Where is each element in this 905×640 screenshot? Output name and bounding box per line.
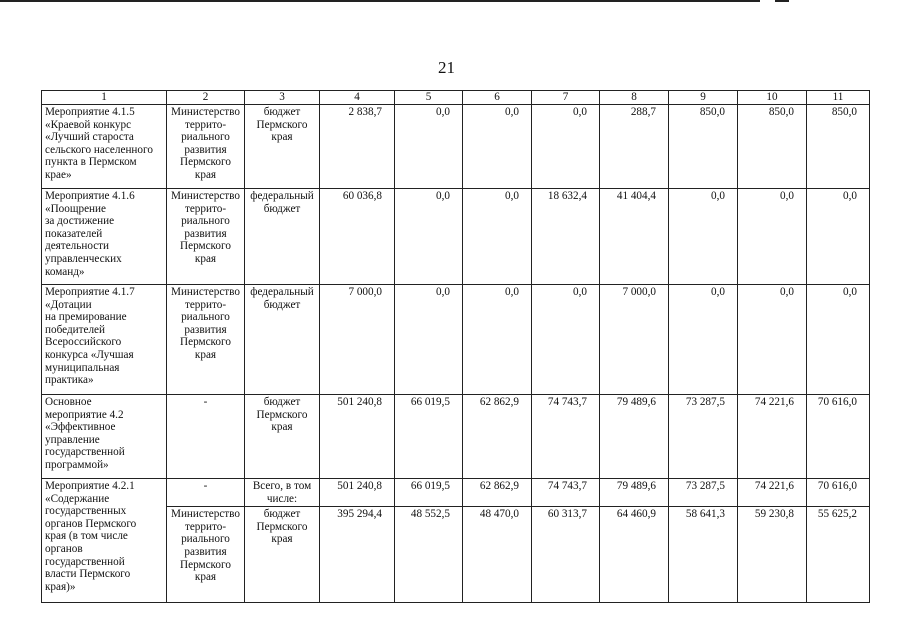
executor-cell: - (167, 479, 245, 507)
column-number: 2 (167, 91, 245, 105)
activity-name-cell: Мероприятие 4.2.1 «Содержание государственных органов Пермского края (в том числе органов государственной власти Пермского края)» (42, 479, 167, 603)
value-cell: 501 240,8 (320, 479, 395, 507)
value-cell: 850,0 (807, 105, 870, 189)
column-number: 1 (42, 91, 167, 105)
value-cell: 501 240,8 (320, 395, 395, 479)
value-cell: 0,0 (669, 285, 738, 395)
value-cell: 74 743,7 (532, 395, 600, 479)
table-row (42, 285, 870, 395)
value-cell: 0,0 (807, 189, 870, 285)
executor-cell: - (167, 395, 245, 479)
value-cell: 73 287,5 (669, 479, 738, 507)
value-cell: 0,0 (738, 285, 807, 395)
executor-cell: Министерство террито- риального развития Пермского края (167, 189, 245, 285)
funding-source-cell: федеральный бюджет (245, 285, 320, 395)
value-cell: 74 221,6 (738, 395, 807, 479)
value-cell: 288,7 (600, 105, 669, 189)
value-cell: 395 294,4 (320, 507, 395, 603)
value-cell: 0,0 (463, 285, 532, 395)
value-cell: 62 862,9 (463, 395, 532, 479)
top-border-line (0, 0, 760, 2)
column-number: 3 (245, 91, 320, 105)
value-cell: 74 221,6 (738, 479, 807, 507)
column-number: 8 (600, 91, 669, 105)
column-number: 7 (532, 91, 600, 105)
value-cell: 66 019,5 (395, 479, 463, 507)
value-cell: 0,0 (395, 285, 463, 395)
executor-cell: Министерство террито- риального развития Пермского края (167, 507, 245, 603)
value-cell: 0,0 (395, 189, 463, 285)
table-row (42, 395, 870, 479)
table-row (42, 479, 870, 507)
value-cell: 0,0 (532, 105, 600, 189)
value-cell: 59 230,8 (738, 507, 807, 603)
value-cell: 74 743,7 (532, 479, 600, 507)
value-cell: 0,0 (532, 285, 600, 395)
budget-table (41, 90, 870, 603)
activity-name-cell: Мероприятие 4.1.5 «Краевой конкурс «Лучший староста сельского населенного пункта в Пермском крае» (42, 105, 167, 189)
value-cell: 73 287,5 (669, 395, 738, 479)
value-cell: 62 862,9 (463, 479, 532, 507)
column-number: 10 (738, 91, 807, 105)
column-number: 11 (807, 91, 870, 105)
value-cell: 58 641,3 (669, 507, 738, 603)
value-cell: 0,0 (738, 189, 807, 285)
value-cell: 0,0 (395, 105, 463, 189)
value-cell: 55 625,2 (807, 507, 870, 603)
value-cell: 70 616,0 (807, 395, 870, 479)
funding-source-cell: федеральный бюджет (245, 189, 320, 285)
top-border-line-fragment (775, 0, 789, 2)
value-cell: 79 489,6 (600, 395, 669, 479)
value-cell: 0,0 (463, 189, 532, 285)
value-cell: 60 036,8 (320, 189, 395, 285)
value-cell: 48 552,5 (395, 507, 463, 603)
funding-source-cell: бюджет Пермского края (245, 395, 320, 479)
column-number: 4 (320, 91, 395, 105)
funding-source-cell: бюджет Пермского края (245, 105, 320, 189)
value-cell: 60 313,7 (532, 507, 600, 603)
executor-cell: Министерство террито- риального развития Пермского края (167, 105, 245, 189)
table-row (42, 189, 870, 285)
value-cell: 48 470,0 (463, 507, 532, 603)
funding-source-cell: Всего, в том числе: (245, 479, 320, 507)
value-cell: 0,0 (463, 105, 532, 189)
value-cell: 7 000,0 (600, 285, 669, 395)
value-cell: 0,0 (669, 189, 738, 285)
activity-name-cell: Мероприятие 4.1.6 «Поощрение за достижение показателей деятельности управленческих команд» (42, 189, 167, 285)
value-cell: 0,0 (807, 285, 870, 395)
value-cell: 850,0 (738, 105, 807, 189)
activity-name-cell: Основное мероприятие 4.2 «Эффективное управление государственной программой» (42, 395, 167, 479)
value-cell: 850,0 (669, 105, 738, 189)
column-number: 5 (395, 91, 463, 105)
value-cell: 70 616,0 (807, 479, 870, 507)
value-cell: 7 000,0 (320, 285, 395, 395)
column-number: 9 (669, 91, 738, 105)
activity-name-cell: Мероприятие 4.1.7 «Дотации на премирование победителей Всероссийского конкурса «Лучшая муниципальная практика» (42, 285, 167, 395)
page-number: 21 (438, 58, 455, 77)
funding-source-cell: бюджет Пермского края (245, 507, 320, 603)
value-cell: 64 460,9 (600, 507, 669, 603)
column-number: 6 (463, 91, 532, 105)
table-row (42, 105, 870, 189)
table-row (42, 507, 870, 603)
value-cell: 66 019,5 (395, 395, 463, 479)
value-cell: 2 838,7 (320, 105, 395, 189)
value-cell: 41 404,4 (600, 189, 669, 285)
value-cell: 18 632,4 (532, 189, 600, 285)
value-cell: 79 489,6 (600, 479, 669, 507)
column-number-row (42, 91, 870, 105)
executor-cell: Министерство террито- риального развития Пермского края (167, 285, 245, 395)
